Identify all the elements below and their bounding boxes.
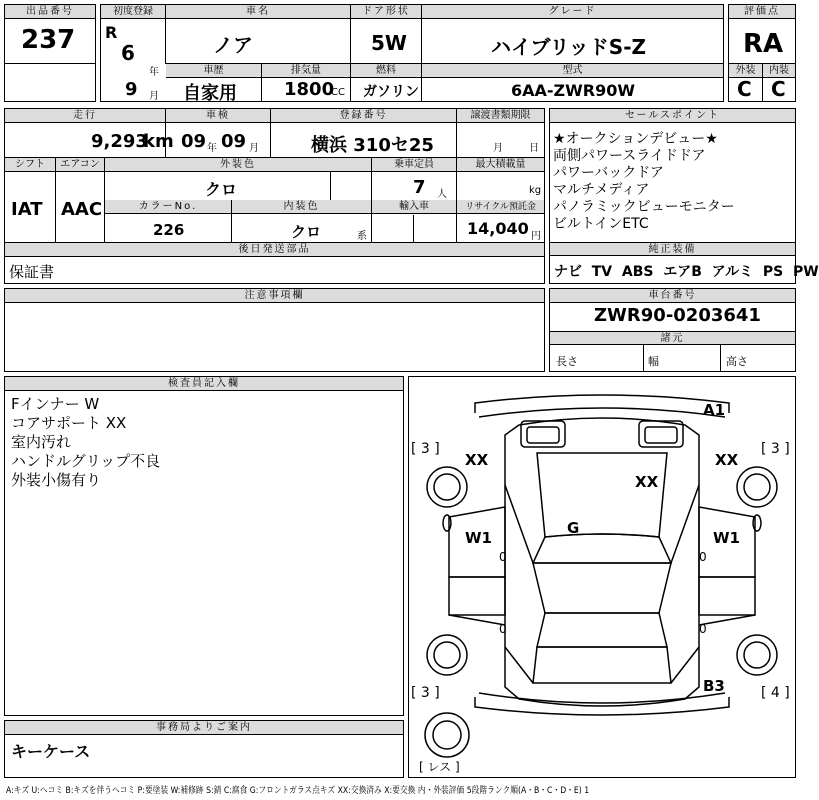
lot-number: 237 (21, 25, 76, 55)
aircon-value: AAC (61, 199, 103, 220)
office-info-header: 事務局よりご案内 (5, 721, 403, 735)
exterior-header: 外装 (729, 64, 762, 78)
color-no-value: 226 (153, 221, 185, 239)
mileage-header: 走行 (5, 109, 165, 123)
tire-tread-fl: [ 3 ] (411, 441, 440, 457)
sales-point-list (553, 131, 735, 233)
exterior-grade: C (737, 77, 752, 101)
year-unit: 年 (149, 67, 159, 78)
mark-xx-right: XX (715, 451, 739, 469)
inspector-notes-list (11, 395, 160, 490)
km-unit: km (143, 131, 174, 152)
reg-month: 9 (125, 79, 138, 100)
first-reg-header: 初度登録 (101, 5, 165, 19)
insp-month: 09 (221, 131, 247, 152)
yen-unit: 円 (531, 231, 541, 242)
reg-year: 6 (121, 41, 135, 65)
registration-box (100, 4, 724, 102)
rear-window (537, 613, 667, 647)
sales-point-header: セールスポイント (550, 109, 795, 123)
fuel-value: ガソリン (363, 84, 419, 100)
int-color-unit: 系 (357, 231, 367, 242)
mark-zero: 0 (699, 550, 707, 564)
tire-tread-rr: [ 4 ] (761, 685, 790, 701)
fuel-header: 燃料 (351, 64, 421, 78)
max-load-header: 最大積載量 (457, 158, 544, 172)
inspector-note: コアサポート XX (11, 414, 127, 432)
int-color-value: クロ (291, 223, 322, 241)
reg-no-header: 登録番号 (271, 109, 456, 123)
divider (720, 345, 721, 371)
recycle-value: 14,040 (467, 219, 529, 238)
tire-tread-fr: [ 3 ] (761, 441, 790, 457)
notes-header: 注意事項欄 (5, 289, 544, 303)
recycle-header: リサイクル預託金 (457, 200, 544, 214)
sales-point-box (549, 108, 819, 284)
max-load-unit: kg (529, 185, 542, 196)
ext-color-header: 外装色 (105, 158, 371, 172)
sales-point-item: ★オークションデビュー★ (553, 131, 718, 147)
ext-color-value: クロ (205, 180, 238, 199)
cc-unit: CC (331, 87, 345, 98)
door-header: ドア形状 (351, 5, 421, 19)
reg-no-value: 横浜 310セ25 (311, 135, 434, 156)
equip-item: PW (792, 264, 819, 280)
shift-value: IAT (11, 199, 43, 220)
car-diagram (409, 377, 795, 777)
later-parts-header: 後日発送部品 (5, 243, 544, 257)
inspector-note: ハンドルグリップ不良 (11, 452, 161, 470)
divider (5, 63, 95, 64)
grade-header: グレード (422, 5, 723, 19)
hood (537, 453, 667, 537)
door-type: 5W (371, 31, 407, 55)
spare-status: [ レス ] (419, 760, 460, 774)
equip-item: ナビ (554, 264, 582, 280)
height-label: 高さ (726, 355, 748, 368)
inspector-note: Fインナー W (11, 395, 100, 413)
right-mirror (753, 515, 761, 531)
grade: ハイブリッドS-Z (491, 35, 647, 59)
sales-point-item: ビルトインETC (553, 216, 649, 232)
capacity-header: 乗車定員 (372, 158, 456, 172)
divider (643, 345, 644, 371)
doc-month-unit: 月 (493, 143, 503, 154)
doc-day-unit: 日 (529, 143, 539, 154)
mark-w1-left: W1 (465, 529, 492, 547)
length-label: 長さ (556, 355, 578, 368)
model-code: 6AA-ZWR90W (511, 81, 636, 100)
later-parts-value: 保証書 (9, 263, 55, 281)
genuine-equip-header: 純正装備 (550, 242, 795, 256)
notes-box (4, 288, 545, 372)
mark-b3: B3 (703, 677, 725, 695)
equip-item: エアB (663, 264, 702, 280)
divider (413, 215, 414, 242)
capacity-value: 7 (413, 177, 426, 198)
sales-point-item: パワーバックドア (553, 165, 664, 181)
tailgate (533, 647, 671, 683)
car-name: ノア (213, 33, 253, 57)
inspection-header: 車検 (166, 109, 270, 123)
spare-tire (425, 713, 469, 757)
model-code-header: 型式 (422, 64, 723, 78)
roof (533, 563, 671, 613)
transfer-doc-header: 譲渡書類期限 (457, 109, 544, 123)
mark-a1: A1 (703, 401, 726, 419)
left-rear-door (449, 577, 505, 615)
history-header: 車歴 (166, 64, 261, 78)
interior-header: 内装 (763, 64, 795, 78)
chassis-header: 車台番号 (550, 289, 795, 303)
score-header: 評価点 (729, 5, 795, 19)
equip-item: TV (591, 264, 613, 280)
sales-point-item: パノラミックビューモニター (553, 199, 735, 215)
aircon-header: エアコン (56, 158, 104, 172)
divider (330, 172, 331, 200)
capacity-unit: 人 (437, 189, 447, 200)
color-no-header: カラーNo. (105, 200, 231, 214)
left-mirror (443, 515, 451, 531)
history-value: 自家用 (183, 83, 237, 104)
dimensions-header: 諸元 (550, 331, 795, 345)
shift-header: シフト (5, 158, 55, 172)
office-info-box (4, 720, 404, 778)
mark-xx-hood: XX (635, 473, 659, 491)
front-bumper (475, 395, 729, 413)
interior-grade: C (771, 77, 786, 101)
car-name-header: 車名 (166, 5, 350, 19)
insp-year: 09 (181, 131, 207, 152)
lot-number-header: 出品番号 (5, 5, 95, 19)
insp-month-unit: 月 (249, 143, 259, 154)
width-label: 幅 (648, 355, 659, 368)
equip-item: アルミ (711, 264, 754, 280)
score-box (728, 4, 796, 102)
int-color-header: 内装色 (232, 200, 371, 214)
inspector-box (4, 376, 404, 716)
equip-item: PS (762, 264, 784, 280)
chassis-box (549, 288, 796, 372)
lot-number-box (4, 4, 96, 102)
mark-zero: 0 (499, 550, 507, 564)
era: R (105, 23, 118, 42)
right-rear-door (699, 577, 755, 615)
equip-item: ABS (621, 264, 654, 280)
mark-g: G (567, 519, 580, 537)
equipment-list (554, 261, 819, 281)
score-value: RA (743, 29, 784, 59)
displacement-header: 排気量 (262, 64, 350, 78)
mileage-value: 9,293 (91, 131, 148, 152)
vehicle-info-box (4, 108, 545, 284)
mark-xx-left: XX (465, 451, 489, 469)
windshield (533, 534, 671, 563)
mark-w1-right: W1 (713, 529, 740, 547)
damage-diagram-box (408, 376, 796, 778)
sales-point-item: マルチメディア (553, 182, 650, 198)
displacement-value: 1800 (284, 79, 335, 100)
sales-point-item: 両側パワースライドドア (553, 148, 706, 164)
chassis-number: ZWR90-0203641 (594, 305, 761, 326)
mark-zero: 0 (699, 622, 707, 636)
legend: A:キズ U:ヘコミ B:キズを伴うヘコミ P:要塗装 W:補修跡 S:錆 C:腐食 G:フロントガラス点キズ XX:交換済み X:要交換 内・外装評価 5段階ランク順(A・B・C・D・E) 1 (6, 786, 590, 796)
month-unit: 月 (149, 91, 159, 102)
import-header: 輸入車 (372, 200, 456, 214)
inspector-note: 室内汚れ (11, 433, 72, 451)
inspector-header: 検査員記入欄 (5, 377, 403, 391)
inspector-note: 外装小傷有り (11, 471, 102, 489)
office-info-value: キーケース (11, 742, 91, 761)
tire-tread-rl: [ 3 ] (411, 685, 440, 701)
insp-year-unit: 年 (207, 143, 217, 154)
mark-zero: 0 (499, 622, 507, 636)
